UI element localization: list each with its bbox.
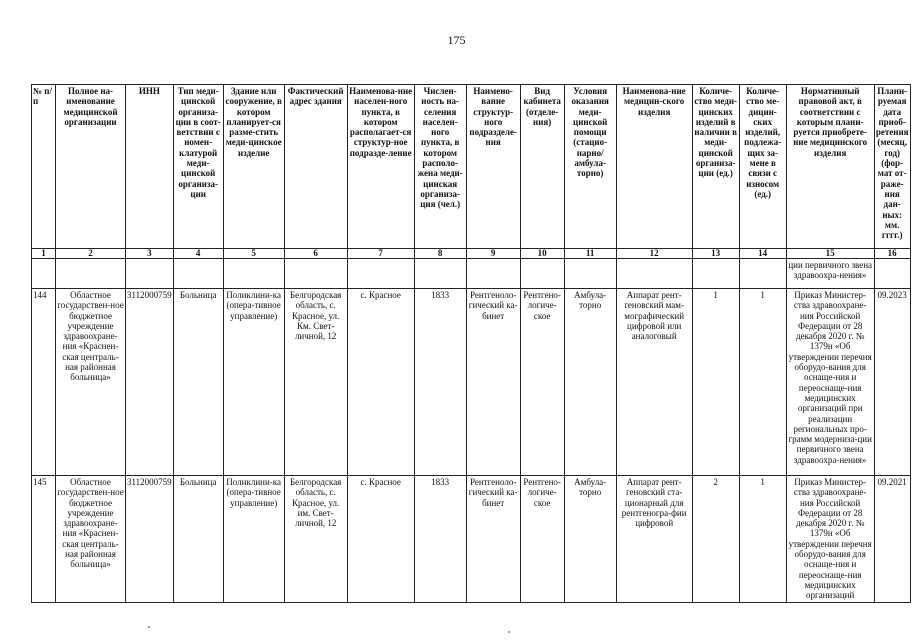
org-name-cell: Областное государствен-ное бюджетное учреждение здравоохране-ния «Краснен-ская централь-ная районная больница» bbox=[56, 289, 126, 476]
column-number: 10 bbox=[520, 249, 564, 259]
care-conditions-cell: Амбула-торно bbox=[564, 476, 616, 603]
building-cell: Поликлини-ка (опера-тивное управление) bbox=[223, 289, 284, 476]
org-type-cell: Больница bbox=[173, 289, 223, 476]
device-name-cell: Аппарат рент-геновский ста-ционарный для рентгеногра-фии цифровой bbox=[616, 476, 692, 603]
division-cell: Рентгеноло-гический ка-бинет bbox=[466, 476, 520, 603]
column-number: 15 bbox=[786, 249, 874, 259]
scan-speck bbox=[148, 626, 150, 628]
locality-cell: с. Красное bbox=[347, 289, 414, 476]
column-number-row bbox=[32, 249, 911, 259]
column-number: 5 bbox=[223, 249, 284, 259]
table-row bbox=[32, 476, 911, 603]
address-cell: Белгородская область, с. Красное, ул. им. Свет-личной, 12 bbox=[284, 476, 347, 603]
header-cell: Наименова-ние медицин-ского изделия bbox=[616, 85, 692, 249]
legal-act-cell: Приказ Министер-ства здравоохране-ния Российской Федерации от 28 декабря 2020 г. № 1379н «Об утверждении перечня оборудо-вания для оснаще-ния и переоснаще-ния медицинских организаций bbox=[786, 476, 874, 603]
header-cell: Нормативный правовой акт, в соответствии с которым плани-руется приобрете-ние медицинского изделия bbox=[786, 85, 874, 249]
header-cell: Наимено-вание структур-ного подразделе-ния bbox=[466, 85, 520, 249]
planned-date-cell: 09.2021 bbox=[874, 476, 910, 603]
header-cell: Вид кабинета (отделе-ния) bbox=[520, 85, 564, 249]
column-number: 7 bbox=[347, 249, 414, 259]
header-cell: Плани-руемая дата приоб-ретения (месяц, год) (фор-мат от-раже-ния дан-ных: мм. гггг.) bbox=[874, 85, 910, 249]
address-cell: Белгородская область, с. Красное, ул. Км. Свет-личной, 12 bbox=[284, 289, 347, 476]
building-cell: Поликлини-ка (опера-тивное управление) bbox=[223, 476, 284, 603]
row-number-cell: 144 bbox=[32, 289, 56, 476]
column-number: 12 bbox=[616, 249, 692, 259]
locality-cell: с. Красное bbox=[347, 476, 414, 603]
column-number: 11 bbox=[564, 249, 616, 259]
inn-cell: 3112000759 bbox=[126, 289, 174, 476]
column-number: 4 bbox=[173, 249, 223, 259]
cabinet-type-cell: Рентгено-логиче-ское bbox=[520, 289, 564, 476]
header-cell: Здание или сооружение, в котором планирует-ся разме-стить меди-цинское изделие bbox=[223, 85, 284, 249]
continuation-cell: ции первичного звена здравоохра-нения» bbox=[786, 259, 874, 289]
header-cell: Тип меди-цинской организа-ции в соот-ветствии с номен-клатурой меди-цинской организа-ции bbox=[173, 85, 223, 249]
equipment-table bbox=[31, 84, 911, 603]
org-type-cell: Больница bbox=[173, 476, 223, 603]
division-cell: Рентгеноло-гический ка-бинет bbox=[466, 289, 520, 476]
column-number: 1 bbox=[32, 249, 56, 259]
column-number: 14 bbox=[739, 249, 786, 259]
population-cell: 1833 bbox=[414, 476, 466, 603]
header-cell: Числен-ность на-селения населен-ного пункта, в котором располо-жена меди-цинская организа-ция (чел.) bbox=[414, 85, 466, 249]
cabinet-type-cell: Рентгено-логиче-ское bbox=[520, 476, 564, 603]
column-number: 16 bbox=[874, 249, 910, 259]
header-cell: Количе-ство ме-дицин-ских изделий, подлежа-щих за-мене в связи с износом (ед.) bbox=[739, 85, 786, 249]
population-cell: 1833 bbox=[414, 289, 466, 476]
header-cell: Полное на-именование медицинской организации bbox=[56, 85, 126, 249]
column-number: 6 bbox=[284, 249, 347, 259]
legal-act-cell: Приказ Министер-ства здравоохране-ния Российской Федерации от 28 декабря 2020 г. № 1379н «Об утверждении перечня оборудо-вания для оснаще-ния и переоснаще-ния медицинских организаций при реализации региональных про-грамм модерниза-ции первичного звена здравоохра-нения» bbox=[786, 289, 874, 476]
header-row bbox=[32, 85, 911, 249]
qty-replace-cell: 1 bbox=[739, 476, 786, 603]
inn-cell: 3112000759 bbox=[126, 476, 174, 603]
header-cell: Наименова-ние населен-ного пункта, в котором располагает-ся структур-ное подразде-ление bbox=[347, 85, 414, 249]
org-name-cell: Областное государствен-ное бюджетное учреждение здравоохране-ния «Краснен-ская централь-ная районная больница» bbox=[56, 476, 126, 603]
column-number: 8 bbox=[414, 249, 466, 259]
column-number: 9 bbox=[466, 249, 520, 259]
column-number: 13 bbox=[692, 249, 739, 259]
header-cell: Фактический адрес здания bbox=[284, 85, 347, 249]
qty-available-cell: 1 bbox=[692, 289, 739, 476]
header-cell: Количе-ство меди-цинских изделий в наличии в меди-цинской организа-ции (ед.) bbox=[692, 85, 739, 249]
care-conditions-cell: Амбула-торно bbox=[564, 289, 616, 476]
qty-replace-cell: 1 bbox=[739, 289, 786, 476]
scan-speck bbox=[508, 631, 510, 633]
planned-date-cell: 09.2023 bbox=[874, 289, 910, 476]
column-number: 3 bbox=[126, 249, 174, 259]
page-number: 175 bbox=[447, 33, 466, 47]
device-name-cell: Аппарат рент-геновский мам-мографический цифровой или аналоговый bbox=[616, 289, 692, 476]
continuation-row bbox=[32, 259, 911, 289]
header-cell: Условия оказания меди-цинской помощи (стацио-нарно/ амбула-торно) bbox=[564, 85, 616, 249]
header-cell: № п/п bbox=[32, 85, 56, 249]
qty-available-cell: 2 bbox=[692, 476, 739, 603]
table-row bbox=[32, 289, 911, 476]
row-number-cell: 145 bbox=[32, 476, 56, 603]
column-number: 2 bbox=[56, 249, 126, 259]
header-cell: ИНН bbox=[126, 85, 174, 249]
